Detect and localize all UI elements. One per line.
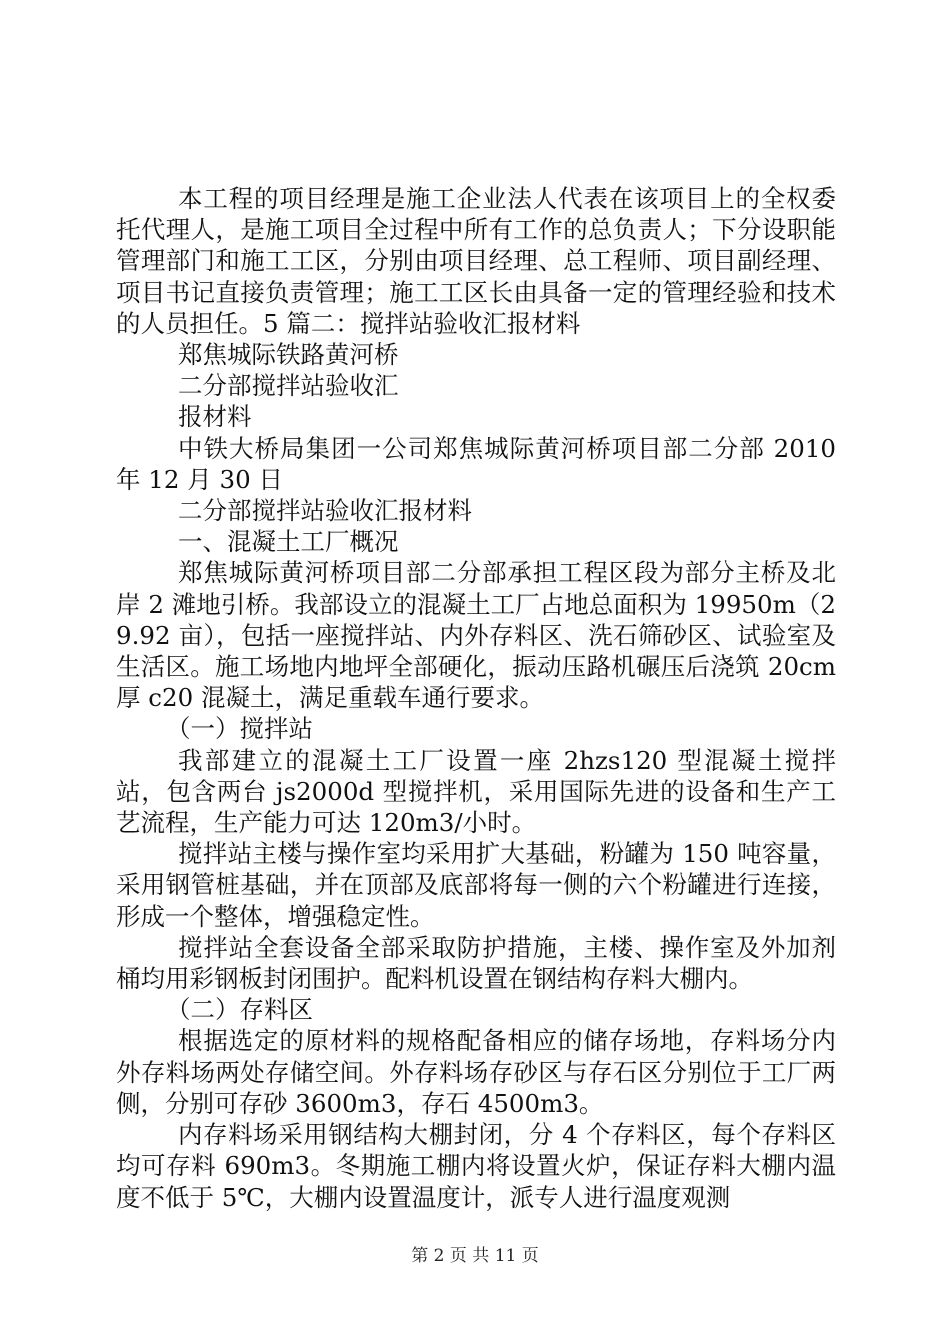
heading-subsection-mixing-station: （一）搅拌站: [166, 714, 313, 744]
paragraph-organization-date: 中铁大桥局集团一公司郑焦城际黄河桥项目部二分部 2010 年 12 月 30 日: [116, 433, 836, 494]
heading-report-title: 二分部搅拌站验收汇报材料: [178, 496, 472, 526]
paragraph-protection: 搅拌站全套设备全部采取防护措施，主楼、操作室及外加剂桶均用彩钢板封闭围护。配料机设置在钢结构存料大棚内。: [116, 932, 836, 994]
paragraph-plant-overview: 郑焦城际黄河桥项目部二分部承担工程区段为部分主桥及北岸 2 滩地引桥。我部设立的混凝土工厂占地总面积为 19950m（29.92 亩），包括一座搅拌站、内外存料区、洗石筛砂区、试验室及生活区。施工场地内地坪全部硬化，振动压路机碾压后浇筑 20cm 厚 c20 混凝土，满足重载车通行要求。: [116, 558, 836, 713]
heading-railway-bridge: 郑焦城际铁路黄河桥: [178, 340, 399, 370]
heading-acceptance-report-line1: 二分部搅拌站验收汇: [178, 371, 399, 401]
document-body: [116, 183, 836, 1213]
paragraph-mixing-station: 我部建立的混凝土工厂设置一座 2hzs120 型混凝土搅拌站，包含两台 js2000d 型搅拌机，采用国际先进的设备和生产工艺流程，生产能力可达 120m3/小时。: [116, 745, 836, 838]
heading-acceptance-report-line2: 报材料: [178, 402, 252, 432]
paragraph-indoor-storage: 内存料场采用钢结构大棚封闭，分 4 个存料区，每个存料区均可存料 690m3。冬期施工棚内将设置火炉，保证存料大棚内温度不低于 5℃，大棚内设置温度计，派专人进行温度观测: [116, 1120, 836, 1212]
heading-section-1: 一、混凝土工厂概况: [178, 527, 399, 557]
paragraph-storage-yard: 根据选定的原材料的规格配备相应的储存场地，存料场分内外存料场两处存储空间。外存料场存砂区与存石区分别位于工厂两侧，分别可存砂 3600m3，存石 4500m3。: [116, 1026, 836, 1118]
paragraph-project-manager: 本工程的项目经理是施工企业法人代表在该项目上的全权委托代理人，是施工项目全过程中所有工作的总负责人；下分设职能管理部门和施工工区，分别由项目经理、总工程师、项目副经理、项目书记直接负责管理；施工工区长由具备一定的管理经验和技术的人员担任。5 篇二：搅拌站验收汇报材料: [116, 184, 836, 338]
page-footer: 第 2 页 共 11 页: [411, 1246, 539, 1266]
heading-subsection-storage: （二）存料区: [166, 995, 313, 1025]
paragraph-foundation: 搅拌站主楼与操作室均采用扩大基础，粉罐为 150 吨容量，采用钢管桩基础，并在顶部及底部将每一侧的六个粉罐进行连接，形成一个整体，增强稳定性。: [116, 839, 836, 931]
